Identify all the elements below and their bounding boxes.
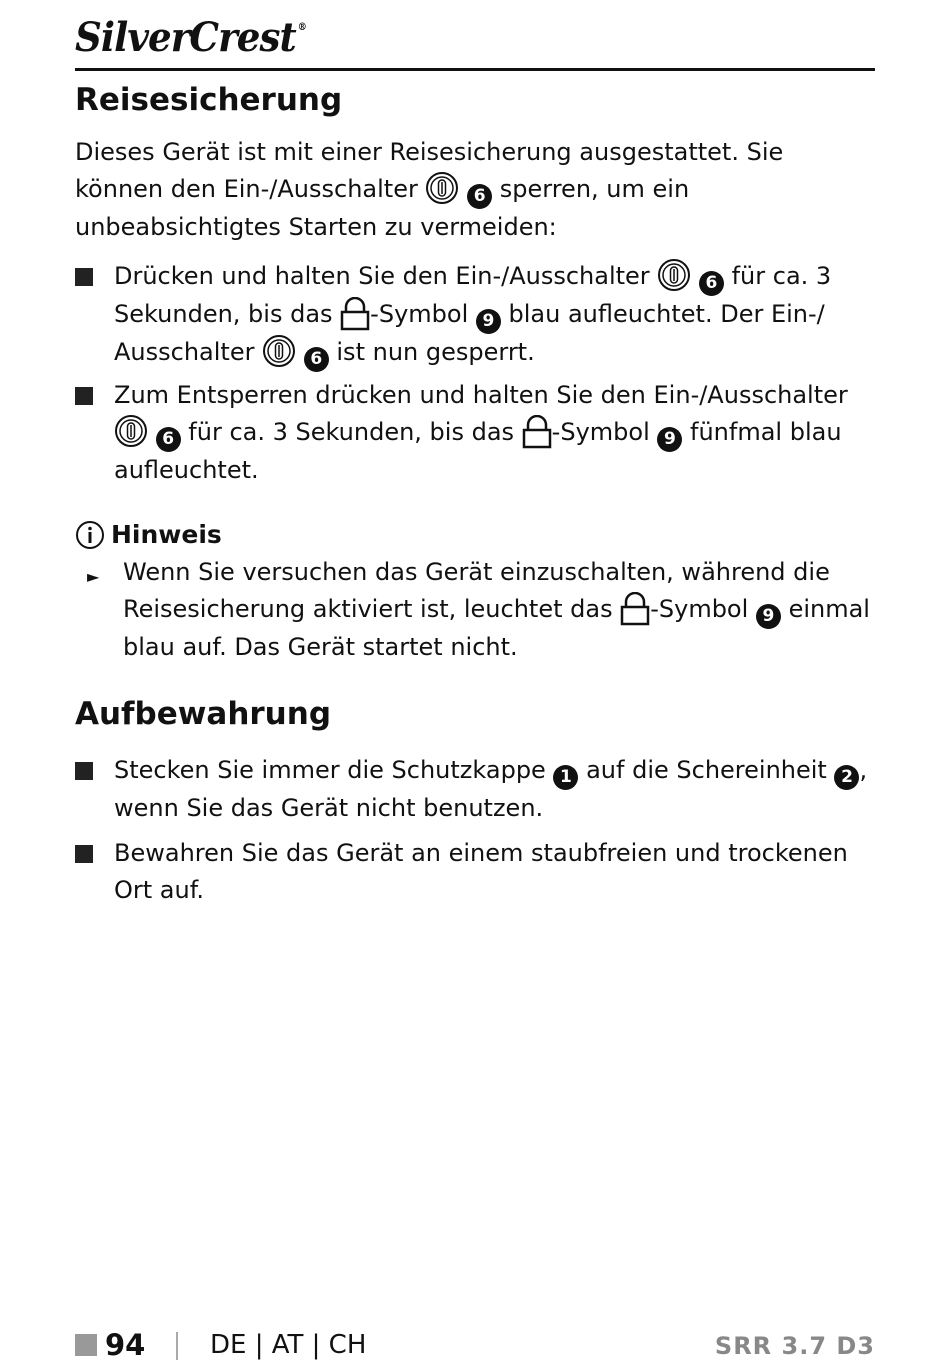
header-rule <box>75 68 875 71</box>
list-item-storage <box>75 835 875 909</box>
ref-number: 6 <box>156 427 181 452</box>
list-item-unlock <box>75 377 875 489</box>
footer-divider <box>176 1332 178 1360</box>
bullet-text: -Symbol <box>370 300 469 328</box>
registered-mark: ® <box>297 22 307 33</box>
model-number: SRR 3.7 D3 <box>714 1332 875 1360</box>
list-item-lock <box>75 258 875 372</box>
list-item-cap <box>75 752 875 827</box>
power-switch-icon <box>114 414 148 448</box>
ref-number: 6 <box>304 347 329 372</box>
bullet-text: auf die Schereinheit <box>586 756 827 784</box>
bullet-text: für ca. 3 Sekunden, bis das <box>188 418 515 446</box>
ref-number: 1 <box>553 765 578 790</box>
ref-number: 9 <box>476 309 501 334</box>
note-text: -Symbol <box>650 595 749 623</box>
bullet-text: Drücken und halten Sie den Ein-/Ausschalter <box>114 262 650 290</box>
page-footer <box>75 1322 875 1367</box>
bullet-square <box>75 268 93 286</box>
ref-number: 2 <box>834 765 859 790</box>
ref-number: 9 <box>657 427 682 452</box>
bullet-square <box>75 387 93 405</box>
note-heading <box>75 518 222 552</box>
bullet-text: fünfmal blau aufleuchtet. <box>114 418 842 484</box>
info-icon <box>75 520 105 550</box>
bullet-text: Bewahren Sie das Gerät an einem staubfreien und trockenen Ort auf. <box>114 839 848 904</box>
bullet-text: blau aufleuchtet. Der Ein-/ Ausschalter <box>114 300 825 366</box>
power-switch-icon <box>657 258 691 292</box>
footer-square <box>75 1334 97 1356</box>
intro-paragraph <box>75 134 875 246</box>
power-switch-icon <box>425 171 459 205</box>
bullet-square <box>75 762 93 780</box>
bullet-square <box>75 845 93 863</box>
bullet-text: für ca. 3 Sekunden, bis das <box>114 262 832 328</box>
bullet-text: Zum Entsperren drücken und halten Sie den Ein-/Ausschalter <box>114 381 848 409</box>
ref-number: 6 <box>467 184 492 209</box>
brand-logo <box>75 14 306 61</box>
section-title-reisesicherung: Reisesicherung <box>75 82 343 118</box>
padlock-icon <box>620 592 650 626</box>
note-text: Wenn Sie versuchen das Gerät einzuschalten, während die Reisesicherung aktiviert ist, leuchtet das <box>123 558 830 623</box>
bullet-text: -Symbol <box>551 418 650 446</box>
power-switch-icon <box>262 334 296 368</box>
note-text: einmal blau auf. Das Gerät startet nicht. <box>123 595 870 661</box>
bullet-text: ist nun gesperrt. <box>336 338 535 366</box>
bullet-text: , wenn Sie das Gerät nicht benutzen. <box>114 756 868 822</box>
ref-number: 6 <box>699 271 724 296</box>
padlock-icon <box>340 297 370 331</box>
page-number: 94 <box>105 1328 146 1362</box>
intro-text-b: sperren, um ein unbeabsichtigtes Starten zu vermeiden: <box>75 175 690 241</box>
intro-text-a: Dieses Gerät ist mit einer Reisesicherung ausgestattet. Sie können den Ein-/Ausschalter <box>75 138 784 203</box>
country-codes: DE | AT | CH <box>210 1330 367 1360</box>
arrow-right-icon: ► <box>87 567 100 586</box>
bullet-text: Stecken Sie immer die Schutzkappe <box>114 756 546 784</box>
padlock-icon <box>522 415 552 449</box>
note-heading-text: Hinweis <box>111 520 222 549</box>
section-title-aufbewahrung: Aufbewahrung <box>75 696 332 732</box>
ref-number: 9 <box>756 604 781 629</box>
brand-name: SilverCrest <box>75 14 296 61</box>
note-item <box>75 554 875 666</box>
